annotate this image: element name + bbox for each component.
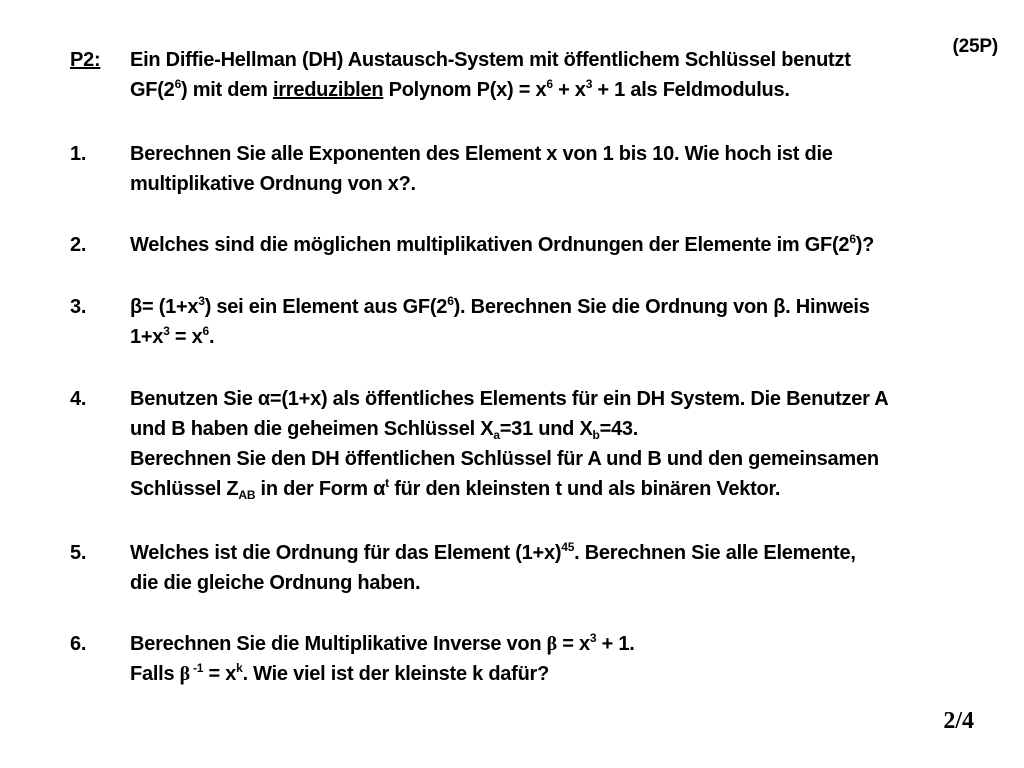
- question-number: 2.: [70, 234, 87, 256]
- problem-line-2: $GF(2^6)$ mit dem irreduziblen Polynom $P(x) = x^6 + x^3 + 1$ als Feldmodulus.: [130, 77, 790, 101]
- problem-text: [130, 45, 851, 105]
- underlined-term: irreduziblen: [272, 79, 384, 101]
- question-text: Berechnen Sie alle Exponenten des Element x von 1 bis 10. Wie hoch ist die multiplikative Ordnung von x?.: [130, 143, 833, 195]
- question-text: Welches ist die Ordnung für das Element $(1+x)^{45}$. Berechnen Sie alle Elemente, die die gleiche Ordnung haben.: [130, 540, 856, 594]
- question-text: Benutzen Sie α=(1+x) als öffentliches Elements für ein DH System. Die Benutzer A und B haben die geheimen Schlüssel $X_a=31$ und $X_b=43$. Berechnen Sie den DH öffentlichen Schlüssel für A und B und den gemeinsamen Schlüssel $Z_{AB}$ in der Form $\alpha^t$ für den kleinsten t und als binären Vektor.: [130, 388, 889, 502]
- points-label: (25P): [952, 36, 998, 57]
- question-number: 5.: [70, 542, 87, 564]
- problem-line-1: Ein Diffie-Hellman (DH) Austausch-System mit öffentlichem Schlüssel benutzt: [130, 49, 851, 71]
- question-number: 6.: [70, 633, 87, 655]
- question-number: 4.: [70, 388, 87, 410]
- page-number: 2/4: [943, 708, 974, 734]
- question-text: Welches sind die möglichen multiplikativen Ordnungen der Elemente im $GF(2^6)$?: [130, 232, 875, 256]
- question-text: $\beta= (1+x^3)$ sei ein Element aus $GF(2^6)$. Berechnen Sie die Ordnung von β. Hinweis $1+x^3 = x^6$.: [130, 294, 870, 348]
- question-number: 3.: [70, 296, 87, 318]
- problem-label: P2:: [70, 49, 101, 71]
- question-text: Berechnen Sie die Multiplikative Inverse von $\beta = x^3 + 1$. Falls β $^{-1} = x^k$. Wie viel ist der kleinste k dafür?: [130, 631, 635, 685]
- question-number: 1.: [70, 143, 87, 165]
